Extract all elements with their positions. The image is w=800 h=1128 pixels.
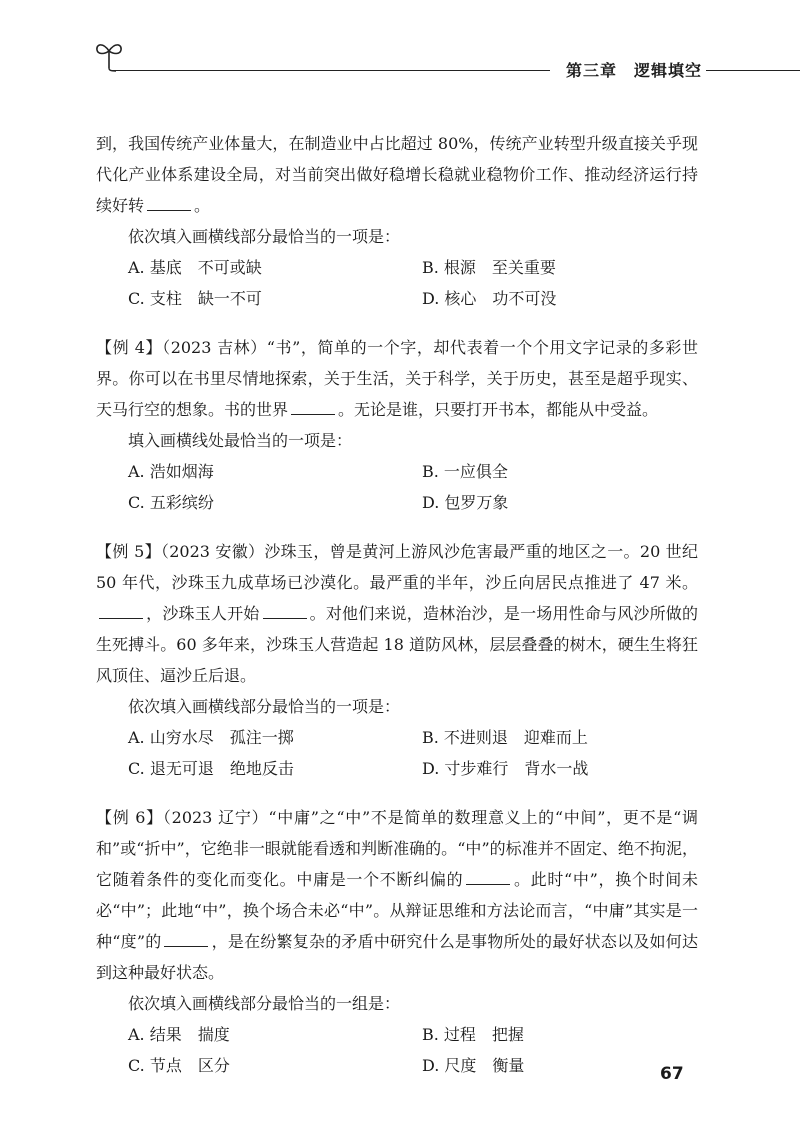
fill-blank [164, 928, 208, 947]
option-b: B. 根源 至关重要 [422, 258, 556, 277]
passage-text: 到，我国传统产业体量大，在制造业中占比超过 80%，传统产业转型升级直接关乎现代化产业体系建设全局，对当前突出做好稳增长稳就业稳物价工作、推动经济运行持续好转 [96, 134, 698, 215]
option-b: B. 一应俱全 [422, 462, 508, 481]
page-number: 67 [660, 1064, 684, 1084]
option-a: A. 山穷水尽 孤注一掷 [128, 728, 294, 747]
option-c: C. 五彩缤纷 [128, 493, 214, 512]
answer-options [128, 252, 698, 314]
example-label: 【例 4】 [96, 338, 163, 357]
example-4-passage [96, 332, 698, 425]
option-b: B. 不进则退 迎难而上 [422, 728, 588, 747]
chapter-title: 第三章 逻辑填空 [566, 61, 703, 80]
example-source: （2023 安徽） [160, 542, 265, 561]
option-d: D. 核心 功不可没 [422, 289, 557, 308]
passage-text: 。无论是谁，只要打开书本，都能从中受益。 [338, 400, 659, 419]
answer-options [128, 1019, 698, 1081]
passage-text: ，是在纷繁复杂的矛盾中研究什么是事物所处的最好状态以及如何达到这种最好状态。 [96, 932, 698, 982]
passage-text: 。对他们来说，造林治沙，是一场用性命与风沙所做的生死搏斗。60 多年来，沙珠玉人营造起 18 道防风林，层层叠叠的树木，硬生生将狂风顶住、逼沙丘后退。 [96, 604, 698, 685]
answer-options [128, 722, 698, 784]
option-d: D. 尺度 衡量 [422, 1056, 525, 1075]
question-prompt: 依次填入画横线部分最恰当的一项是： [128, 227, 401, 246]
example-5 [96, 536, 698, 784]
example-label: 【例 5】 [96, 542, 161, 561]
passage-text: 。 [194, 196, 211, 215]
page-header [0, 0, 800, 90]
fill-blank [291, 396, 335, 415]
example-4 [96, 332, 698, 518]
fill-blank [147, 192, 191, 211]
header-rule-left [110, 70, 550, 71]
example-6 [96, 802, 698, 1081]
fill-blank [466, 866, 510, 885]
option-d: D. 包罗万象 [422, 493, 509, 512]
question-prompt: 填入画横线处最恰当的一项是： [128, 431, 353, 450]
option-a: A. 基底 不可或缺 [128, 258, 262, 277]
example-label: 【例 6】 [96, 808, 163, 827]
example-source: （2023 辽宁） [162, 808, 269, 827]
option-c: C. 节点 区分 [128, 1056, 230, 1075]
option-a: A. 结果 揣度 [128, 1025, 230, 1044]
option-d: D. 寸步难行 背水一战 [422, 759, 589, 778]
answer-options [128, 456, 698, 518]
example-6-passage [96, 802, 698, 988]
option-c: C. 支柱 缺一不可 [128, 289, 262, 308]
option-b: B. 过程 把握 [422, 1025, 524, 1044]
page-content [96, 128, 698, 1081]
passage-text: “书”，简单的一个字，却代表着一个个用文字记录的多彩世界。你可以在书里尽情地探索，关于生活，关于科学，关于历史，甚至是超乎现实、天马行空的想象。书的世界 [96, 338, 698, 419]
header-rule-right [706, 70, 800, 71]
question-prompt: 依次填入画横线部分最恰当的一项是： [128, 697, 401, 716]
option-c: C. 退无可退 绝地反击 [128, 759, 294, 778]
fill-blank [99, 600, 143, 619]
passage-text: “中庸”之“中”不是简单的数理意义上的“中间”，更不是“调和”或“折中”，它绝非一眼就能看透和判断准确的。“中”的标准并不固定、绝不拘泥，它随着条件的变化而变化。中庸是一个不断纠偏的 [96, 808, 698, 889]
sprout-icon [94, 38, 124, 72]
continued-passage [96, 128, 698, 221]
question-prompt: 依次填入画横线部分最恰当的一组是： [128, 994, 401, 1013]
fill-blank [263, 600, 307, 619]
example-5-passage [96, 536, 698, 691]
passage-text: ，沙珠玉人开始 [146, 604, 260, 623]
example-source: （2023 吉林） [162, 338, 267, 357]
option-a: A. 浩如烟海 [128, 462, 214, 481]
passage-text: 。此时“中”，换个时间未必“中”；此地“中”，换个场合未必“中”。从辩证思维和方法论而言，“中庸”其实是一种“度”的 [96, 870, 698, 951]
continued-question [96, 128, 698, 314]
passage-text: 沙珠玉，曾是黄河上游风沙危害最严重的地区之一。20 世纪 50 年代，沙珠玉九成草场已沙漠化。最严重的半年，沙丘向居民点推进了 47 米。 [96, 542, 698, 592]
